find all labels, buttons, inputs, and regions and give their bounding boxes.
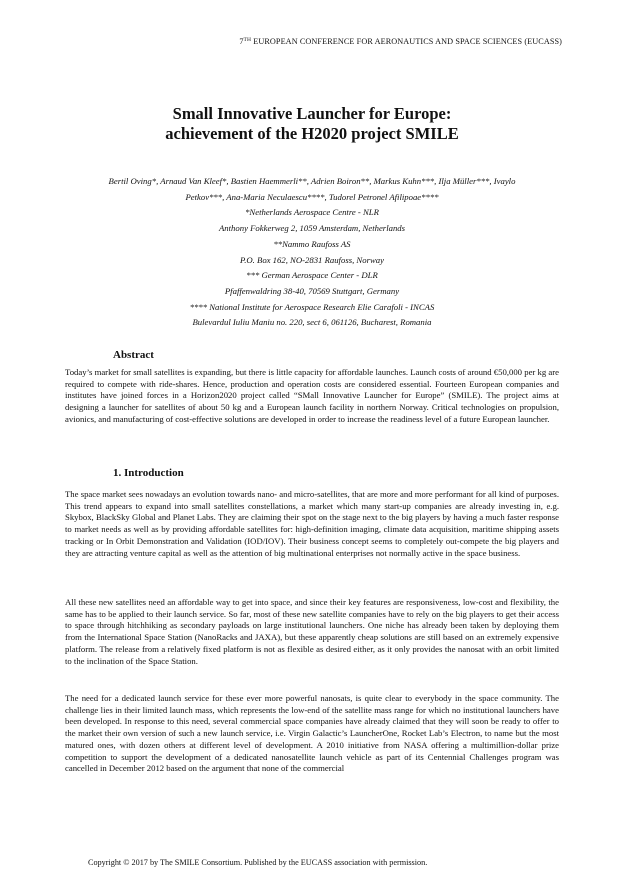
address-dlr: Pfaffenwaldring 38-40, 70569 Stuttgart, Germany	[224, 285, 400, 296]
abstract-heading: Abstract	[113, 349, 154, 361]
header-ordinal: 7	[239, 37, 244, 46]
introduction-heading: 1. Introduction	[113, 467, 184, 479]
address-incas: Bulevardul Iuliu Maniu no. 220, sect 6, 061126, Bucharest, Romania	[192, 317, 432, 328]
intro-paragraph-2: All these new satellites need an affordable way to get into space, and since their key features are responsiveness, low-cost and flexibility, the same has to be applied to their launch service. So far, most of these new satellite companies have to rely on the big players to get their access to space through hitchhiking as secondary payloads on large institutional launchers. One niche has already been taken by deploying them from the International Space Station (NanoRacks and JAXA), but these apparently cheap solutions are still based on an extremely expensive platform. The release from a relatively fixed platform is not as flexible as desired either, as it only provides the nanosat with an orbit limited to the inclination of the Space Station.	[65, 597, 559, 666]
author-names-line-1: Bertil Oving*, Arnaud Van Kleef*, Bastien Haemmerli**, Adrien Boiron**, Markus Kuhn***, Ilja Müller***, Ivaylo	[108, 176, 516, 186]
title-line-1: Small Innovative Launcher for Europe:	[172, 104, 452, 123]
author-names-line-2: Petkov***, Ana-Maria Neculaescu****, Tudorel Petronel Afilipoae****	[185, 191, 439, 202]
affiliation-nlr: *Netherlands Aerospace Centre - NLR	[245, 207, 379, 218]
address-nammo: P.O. Box 162, NO-2831 Raufoss, Norway	[240, 254, 384, 265]
author-block	[62, 174, 562, 331]
affiliation-dlr: *** German Aerospace Center - DLR	[246, 270, 378, 281]
abstract-text: Today’s market for small satellites is expanding, but there is little capacity for affordable launches. Launch costs of around €50,000 per kg are required to compete with ride-shares. Hence, production and operation costs are considered essential. Fourteen European companies and institutes have joined forces in a Horizon2020 project called “SMall Innovative Launcher for Europe” (SMILE). The project aims at designing a launcher for satellites of about 50 kg and a European launch facility in northern Norway. Critical technologies on propulsion, avionics, and manufacturing of cost-effective solutions are developed in order to increase the readiness level of a future European launcher.	[65, 367, 559, 424]
copyright-footer: Copyright © 2017 by The SMILE Consortium. Published by the EUCASS association with permission.	[88, 858, 428, 867]
affiliation-incas: **** National Institute for Aerospace Research Elie Carafoli - INCAS	[189, 301, 435, 312]
affiliation-nammo: **Nammo Raufoss AS	[273, 238, 351, 249]
conference-header	[239, 37, 562, 46]
title-line-2: achievement of the H2020 project SMILE	[165, 124, 459, 143]
header-ordinal-suffix: TH	[243, 37, 252, 43]
address-nlr: Anthony Fokkerweg 2, 1059 Amsterdam, Netherlands	[218, 223, 406, 234]
header-text: EUROPEAN CONFERENCE FOR AERONAUTICS AND SPACE SCIENCES (EUCASS)	[253, 37, 562, 46]
intro-paragraph-1: The space market sees nowadays an evolution towards nano- and micro-satellites, that are more and more performant for all kind of purposes. This trend appears to expand into small satellites constellations, a market which many start-up companies are already investing in, e.g. Skybox, BlackSky Global and Planet Labs. They are claiming their spot on the stage next to the big players by having a much faster response to market needs as well as by providing affordable satellites for: high-definition imaging, climate data acquisition, maritime shipping assets tracking or In Orbit Demonstration and Validation (IOD/IOV). Their business concept seems to completely out-compete the big players and they are attracting venture capital as well as the attention of big multinational enterprises not normally active in the space business.	[65, 489, 559, 558]
paper-title	[62, 104, 562, 144]
intro-paragraph-3: The need for a dedicated launch service for these ever more powerful nanosats, is quite clear to everybody in the space community. The challenge lies in their limited launch mass, which represents the low-end of the satellite mass range for which no institutional launchers have been developed. In response to this need, several commercial space companies have already claimed that they will soon be ready to offer to the market their own version of such a new launch service, i.e. Virgin Galactic’s LauncherOne, Rocket Lab’s Electron, to name but the most matured ones, with dozen others at different level of development. A 2010 initiative from NASA offering a multimillion-dollar prize competition to support the development of a dedicated nanosatellite launch vehicle as part of its Centennial Challenges program was cancelled in December 2012 based on the argument that none of the commercial	[65, 693, 559, 774]
